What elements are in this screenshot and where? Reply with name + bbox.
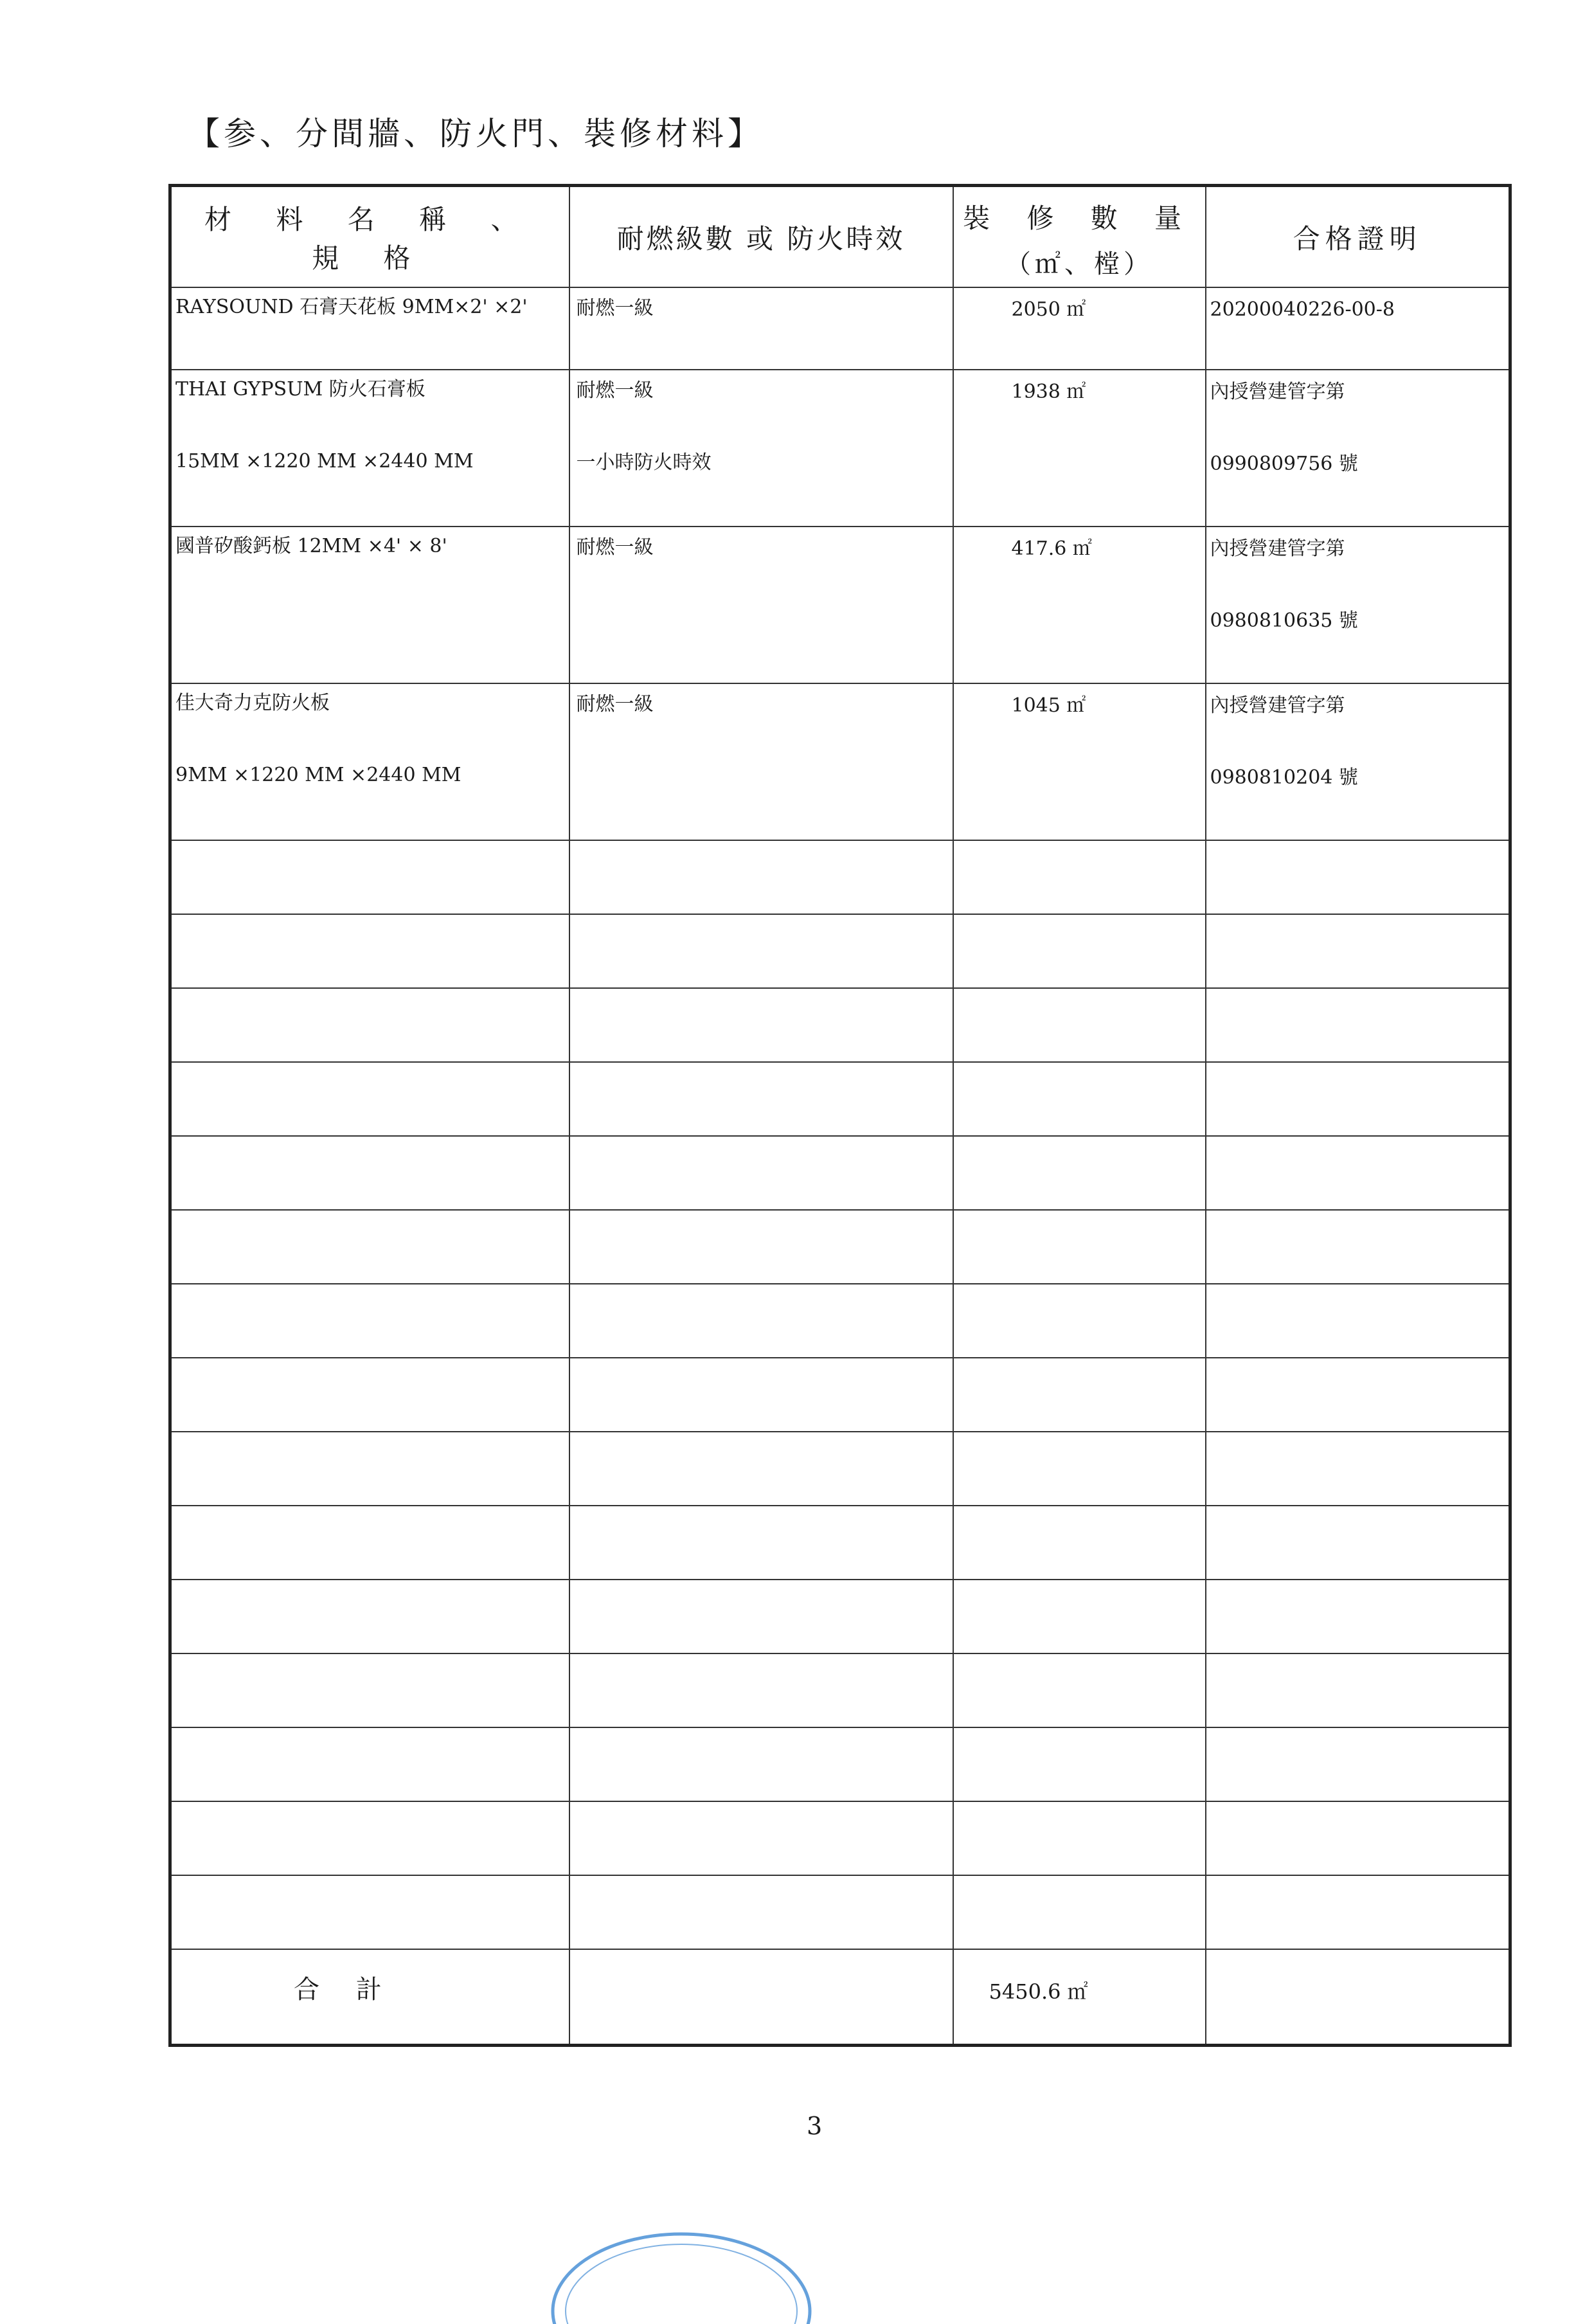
- empty-cell: [1206, 1432, 1510, 1506]
- table-header-row: [170, 186, 1510, 288]
- empty-cell: [1206, 988, 1510, 1062]
- empty-cell: [953, 1284, 1206, 1358]
- empty-cell: [170, 1062, 569, 1136]
- certificate-cell: 內授營建管字第 0990809756 號: [1206, 370, 1510, 527]
- quantity-cell: 1938 ㎡: [953, 370, 1206, 527]
- empty-row: [170, 1432, 1510, 1506]
- total-value-cell: 5450.6 ㎡: [953, 1949, 1206, 2046]
- empty-row: [170, 1358, 1510, 1432]
- table-row: [170, 370, 1510, 527]
- empty-row: [170, 1062, 1510, 1136]
- empty-cell: [170, 1358, 569, 1432]
- empty-cell: [1206, 1062, 1510, 1136]
- empty-cell: [1206, 1875, 1510, 1949]
- empty-cell: [170, 1136, 569, 1210]
- empty-cell: [1206, 1949, 1510, 2046]
- empty-cell: [1206, 1653, 1510, 1727]
- empty-cell: [569, 1284, 953, 1358]
- material-name-cell: THAI GYPSUM 防火石膏板 15MM ×1220 MM ×2440 MM: [170, 370, 569, 527]
- empty-row: [170, 1875, 1510, 1949]
- empty-cell: [170, 1727, 569, 1801]
- empty-cell: [569, 914, 953, 988]
- empty-cell: [953, 988, 1206, 1062]
- empty-cell: [170, 1801, 569, 1875]
- section-title: 【参、分間牆、防火門、裝修材料】: [188, 115, 764, 152]
- empty-cell: [170, 1875, 569, 1949]
- empty-row: [170, 1136, 1510, 1210]
- empty-cell: [170, 1506, 569, 1580]
- empty-cell: [569, 1949, 953, 2046]
- empty-cell: [569, 988, 953, 1062]
- empty-cell: [569, 1136, 953, 1210]
- certificate-cell: 內授營建管字第 0980810204 號: [1206, 683, 1510, 840]
- quantity-cell: 417.6 ㎡: [953, 527, 1206, 683]
- empty-cell: [1206, 1727, 1510, 1801]
- empty-cell: [1206, 1358, 1510, 1432]
- total-label-cell: 合 計: [170, 1949, 569, 2046]
- header-certificate: 合格證明: [1206, 186, 1510, 288]
- empty-cell: [953, 1062, 1206, 1136]
- empty-cell: [170, 1580, 569, 1653]
- empty-cell: [1206, 1580, 1510, 1653]
- empty-cell: [569, 840, 953, 914]
- empty-cell: [953, 1727, 1206, 1801]
- empty-cell: [569, 1875, 953, 1949]
- rating-cell: 耐燃一級: [569, 287, 953, 370]
- empty-row: [170, 1506, 1510, 1580]
- official-seal-stamp: [546, 2183, 816, 2324]
- empty-row: [170, 1580, 1510, 1653]
- empty-cell: [170, 1284, 569, 1358]
- empty-cell: [953, 1432, 1206, 1506]
- empty-cell: [569, 1432, 953, 1506]
- rating-cell: 耐燃一級 一小時防火時效: [569, 370, 953, 527]
- empty-cell: [953, 914, 1206, 988]
- empty-cell: [170, 1653, 569, 1727]
- page-number: 3: [807, 2112, 823, 2140]
- empty-row: [170, 1653, 1510, 1727]
- empty-cell: [569, 1062, 953, 1136]
- empty-cell: [170, 988, 569, 1062]
- empty-cell: [569, 1506, 953, 1580]
- empty-row: [170, 1210, 1510, 1284]
- empty-cell: [170, 914, 569, 988]
- empty-cell: [569, 1580, 953, 1653]
- empty-cell: [170, 1210, 569, 1284]
- empty-cell: [1206, 1210, 1510, 1284]
- materials-table: [168, 184, 1512, 2047]
- empty-cell: [953, 1210, 1206, 1284]
- empty-row: [170, 1727, 1510, 1801]
- empty-row: [170, 1284, 1510, 1358]
- empty-cell: [569, 1653, 953, 1727]
- total-row: [170, 1949, 1510, 2046]
- empty-cell: [170, 840, 569, 914]
- header-material-name: 材 料 名 稱 、 規 格: [170, 186, 569, 288]
- empty-cell: [1206, 914, 1510, 988]
- empty-cell: [953, 1580, 1206, 1653]
- empty-cell: [953, 1875, 1206, 1949]
- table-row: [170, 527, 1510, 683]
- certificate-cell: 內授營建管字第 0980810635 號: [1206, 527, 1510, 683]
- material-name-cell: 國普矽酸鈣板 12MM ×4' × 8': [170, 527, 569, 683]
- empty-cell: [569, 1727, 953, 1801]
- empty-cell: [170, 1432, 569, 1506]
- empty-cell: [953, 1653, 1206, 1727]
- empty-row: [170, 1801, 1510, 1875]
- empty-cell: [1206, 840, 1510, 914]
- empty-cell: [569, 1358, 953, 1432]
- header-quantity: 裝 修 數 量 （㎡、樘）: [953, 186, 1206, 288]
- empty-row: [170, 840, 1510, 914]
- empty-cell: [953, 1358, 1206, 1432]
- empty-cell: [1206, 1284, 1510, 1358]
- table-row: [170, 683, 1510, 840]
- empty-row: [170, 988, 1510, 1062]
- empty-cell: [569, 1210, 953, 1284]
- empty-cell: [953, 840, 1206, 914]
- material-name-cell: 佳大奇力克防火板 9MM ×1220 MM ×2440 MM: [170, 683, 569, 840]
- quantity-cell: 1045 ㎡: [953, 683, 1206, 840]
- material-name-cell: RAYSOUND 石膏天花板 9MM×2' ×2': [170, 287, 569, 370]
- table-row: [170, 287, 1510, 370]
- header-rating: 耐燃級數 或 防火時效: [569, 186, 953, 288]
- empty-cell: [953, 1506, 1206, 1580]
- empty-cell: [953, 1136, 1206, 1210]
- quantity-cell: 2050 ㎡: [953, 287, 1206, 370]
- empty-cell: [1206, 1801, 1510, 1875]
- empty-cell: [1206, 1136, 1510, 1210]
- empty-cell: [569, 1801, 953, 1875]
- rating-cell: 耐燃一級: [569, 527, 953, 683]
- rating-cell: 耐燃一級: [569, 683, 953, 840]
- certificate-cell: 20200040226-00-8: [1206, 287, 1510, 370]
- empty-cell: [1206, 1506, 1510, 1580]
- empty-row: [170, 914, 1510, 988]
- empty-cell: [953, 1801, 1206, 1875]
